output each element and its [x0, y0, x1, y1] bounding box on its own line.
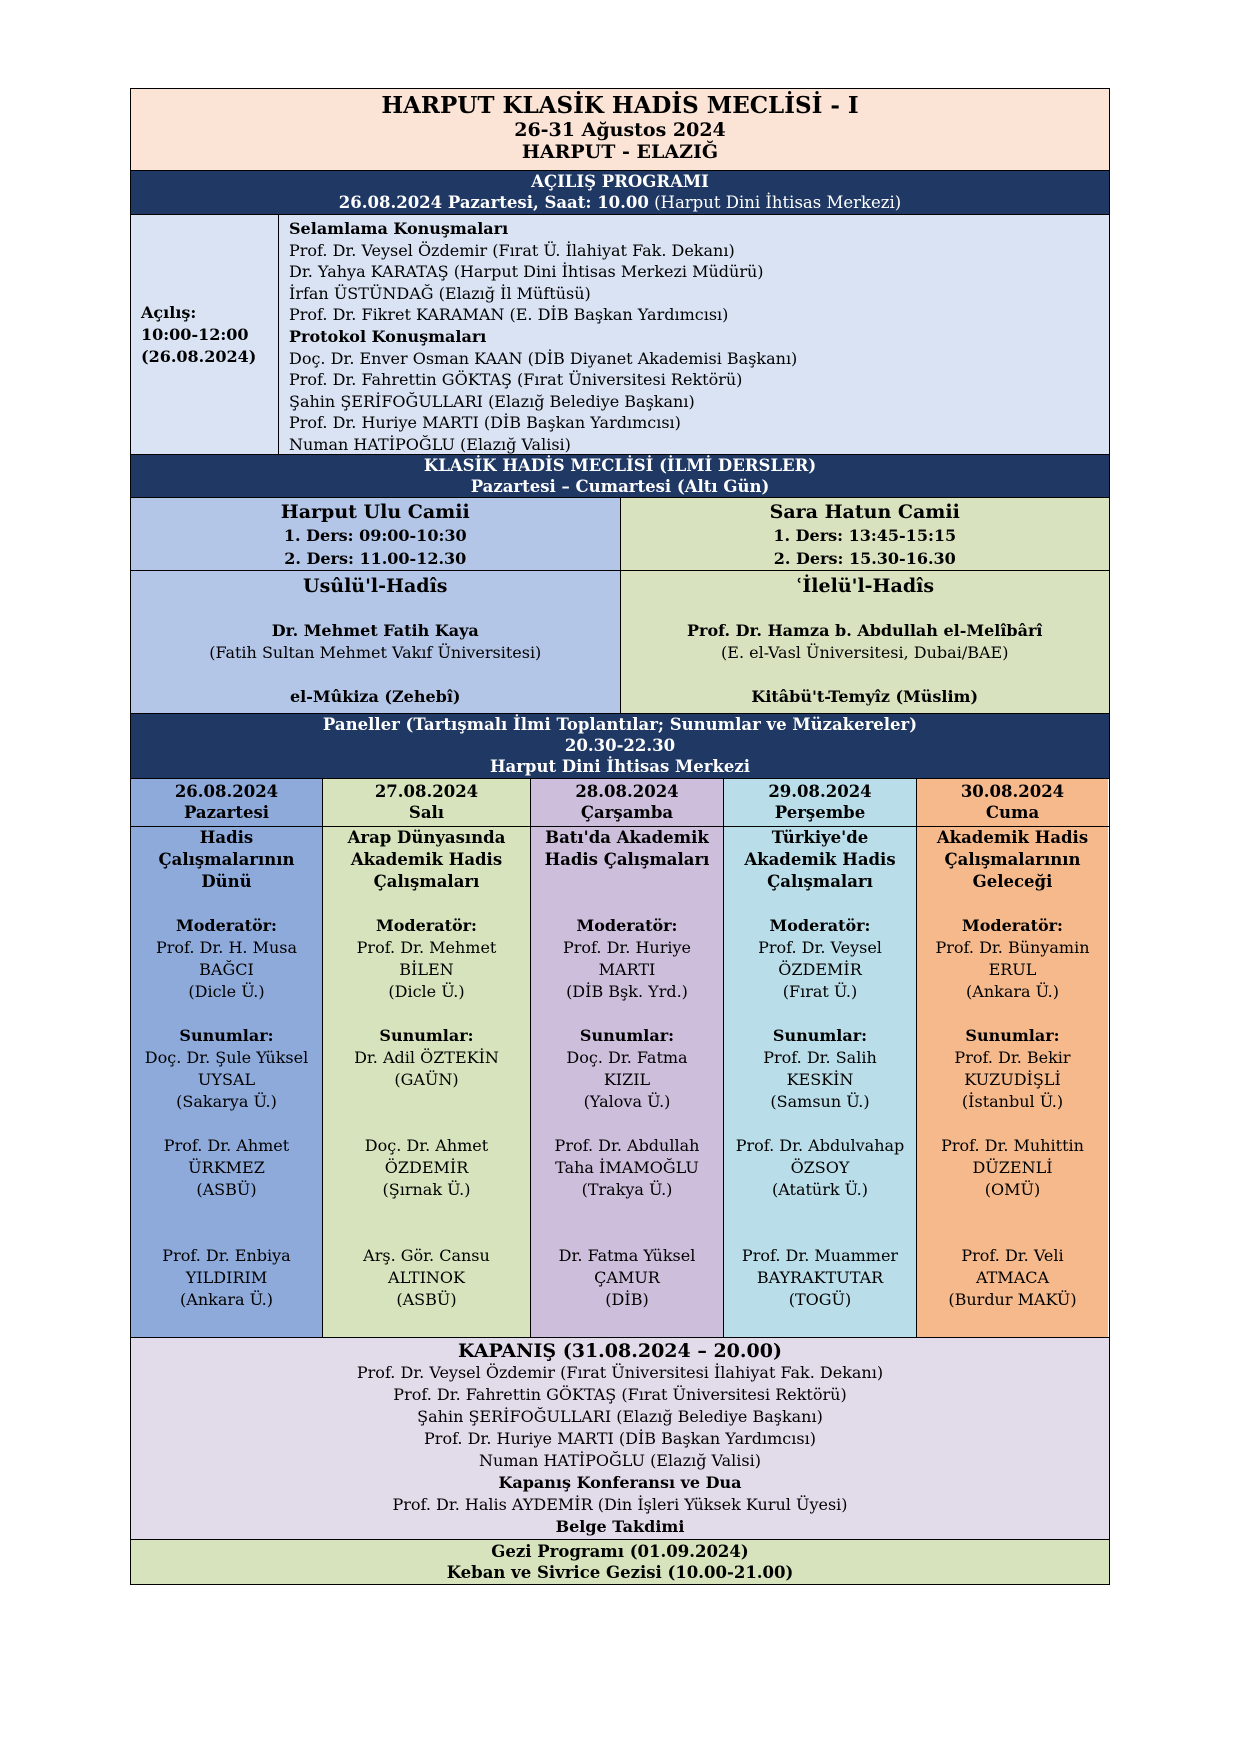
- presenter-affiliation: (Burdur MAKÜ): [948, 1290, 1077, 1309]
- course-affiliation: (Fatih Sultan Mehmet Vakıf Üniversitesi): [209, 643, 542, 662]
- closing-speaker: Prof. Dr. Veysel Özdemir (Fırat Üniversitesi İlahiyat Fak. Dekanı): [356, 1363, 884, 1382]
- closing-title: KAPANIŞ (31.08.2024 – 20.00): [458, 1340, 782, 1362]
- program-table: [130, 88, 1110, 1585]
- panel-date: 27.08.2024: [374, 782, 479, 801]
- panel-day: [724, 779, 917, 826]
- greeting-speaker: Dr. Yahya KARATAŞ (Harput Dini İhtisas Merkezi Müdürü): [289, 262, 764, 282]
- panel-topic: Çalışmalarının: [944, 850, 1081, 869]
- trip-section: [131, 1540, 1109, 1584]
- panel-topic: Batı'da Akademik: [545, 828, 709, 847]
- presenter-name: Prof. Dr. Enbiya: [162, 1246, 291, 1265]
- moderator-label: Moderatör:: [376, 916, 477, 935]
- moderator-name: ERUL: [988, 960, 1037, 979]
- presenter-name: ÖZSOY: [790, 1158, 850, 1177]
- presenter-affiliation: (Samsun Ü.): [770, 1092, 870, 1111]
- course-teacher: Prof. Dr. Hamza b. Abdullah el-Melîbârî: [687, 621, 1043, 640]
- panel-topic: Dünü: [201, 872, 252, 891]
- presenters-label: Sunumlar:: [579, 1026, 675, 1045]
- panel-weekday: Perşembe: [774, 803, 866, 822]
- presenter-affiliation: (Sakarya Ü.): [176, 1092, 277, 1111]
- moderator-affiliation: (DİB Bşk. Yrd.): [566, 982, 688, 1001]
- presenter-name: Dr. Adil ÖZTEKİN: [354, 1048, 499, 1067]
- moderator-name: Prof. Dr. Veysel: [758, 938, 882, 957]
- panel-date: 29.08.2024: [768, 782, 872, 801]
- course-right: [621, 571, 1110, 713]
- protocol-speaker: Prof. Dr. Huriye MARTI (DİB Başkan Yardımcısı): [289, 413, 681, 433]
- presenter-name: ÇAMUR: [594, 1268, 660, 1287]
- presenter-affiliation: (GAÜN): [394, 1070, 459, 1089]
- program-dates: 26-31 Ağustos 2024: [514, 119, 726, 141]
- lessons-title: KLASİK HADİS MECLİSİ (İLMİ DERSLER): [423, 456, 817, 475]
- opening-label-date: (26.08.2024): [141, 346, 257, 366]
- moderator-affiliation: (Dicle Ü.): [188, 982, 265, 1001]
- presenter-name: KUZUDİŞLİ: [964, 1070, 1061, 1089]
- program-title: HARPUT KLASİK HADİS MECLİSİ - I: [381, 92, 859, 119]
- moderator-label: Moderatör:: [576, 916, 678, 935]
- panel-contents-row: [131, 827, 1109, 1338]
- lessons-mosques-row: [131, 498, 1109, 571]
- panel-topic: Hadis: [199, 828, 254, 847]
- opening-speakers: [279, 218, 798, 454]
- presenter-affiliation: (Atatürk Ü.): [772, 1180, 868, 1199]
- presenter-name: UYSAL: [197, 1070, 256, 1089]
- lessons-heading: [131, 455, 1109, 498]
- closing-speaker: Prof. Dr. Huriye MARTI (DİB Başkan Yardımcısı): [424, 1429, 816, 1448]
- panel-day: [531, 779, 724, 826]
- moderator-name: BİLEN: [399, 960, 454, 979]
- presenter-name: Dr. Fatma Yüksel: [558, 1246, 696, 1265]
- panel-weekday: Pazartesi: [183, 803, 270, 822]
- conference-heading: Kapanış Konferansı ve Dua: [498, 1473, 742, 1492]
- panel-topic: Çalışmaları: [373, 872, 480, 891]
- course-book: el-Mûkiza (Zehebî): [289, 687, 461, 706]
- course-name: ʿİlelü'l-Hadîs: [795, 575, 935, 597]
- presenter-name: Doç. Dr. Ahmet: [364, 1136, 489, 1155]
- panel-topic: Akademik Hadis: [350, 850, 503, 869]
- presenter-name: ÖZDEMİR: [384, 1158, 469, 1177]
- panel-column: [131, 827, 323, 1337]
- presenter-name: Prof. Dr. Muammer: [741, 1246, 899, 1265]
- moderator-name: BAĞCI: [199, 960, 254, 979]
- closing-speaker: Şahin ŞERİFOĞULLARI (Elazığ Belediye Başkanı): [417, 1407, 823, 1426]
- presenter-name: Prof. Dr. Salih: [763, 1048, 877, 1067]
- course-teacher: Dr. Mehmet Fatih Kaya: [271, 621, 479, 640]
- presenter-name: Taha İMAMOĞLU: [555, 1158, 699, 1177]
- greeting-heading: Selamlama Konuşmaları: [289, 219, 509, 238]
- protocol-speaker: Şahin ŞERİFOĞULLARI (Elazığ Belediye Başkanı): [289, 391, 695, 411]
- moderator-affiliation: (Fırat Ü.): [782, 982, 858, 1001]
- panel-column: [531, 827, 724, 1337]
- presenter-affiliation: (Şırnak Ü.): [382, 1180, 471, 1199]
- lesson-time: 2. Ders: 11.00-12.30: [284, 549, 467, 568]
- protocol-speaker: Prof. Dr. Fahrettin GÖKTAŞ (Fırat Üniversitesi Rektörü): [289, 370, 743, 390]
- mosque-name: Sara Hatun Camii: [769, 501, 960, 523]
- panel-date: 28.08.2024: [575, 782, 679, 801]
- presenter-name: Prof. Dr. Abdullah: [554, 1136, 700, 1155]
- panels-title: Paneller (Tartışmalı İlmi Toplantılar; Sunumlar ve Müzakereler): [322, 715, 918, 734]
- presenter-affiliation: (Yalova Ü.): [583, 1092, 671, 1111]
- closing-speaker: Numan HATİPOĞLU (Elazığ Valisi): [479, 1451, 761, 1470]
- panel-topic: Türkiye'de: [771, 828, 869, 847]
- trip-title: Gezi Programı (01.09.2024): [491, 1542, 749, 1561]
- presenters-label: Sunumlar:: [379, 1026, 474, 1045]
- course-name: Usûlü'l-Hadîs: [303, 575, 448, 597]
- presenter-name: KIZIL: [603, 1070, 651, 1089]
- presenter-name: YILDIRIM: [185, 1268, 268, 1287]
- presenter-name: KESKİN: [786, 1070, 854, 1089]
- presenter-affiliation: (Ankara Ü.): [180, 1290, 273, 1309]
- presenter-affiliation: (Trakya Ü.): [581, 1180, 673, 1199]
- opening-label-time: 10:00-12:00: [141, 324, 249, 344]
- presenter-name: ALTINOK: [388, 1268, 465, 1287]
- panel-topic: Çalışmalarının: [158, 850, 295, 869]
- presenter-name: Doç. Dr. Fatma: [566, 1048, 688, 1067]
- panel-day: [917, 779, 1108, 826]
- moderator-affiliation: (Ankara Ü.): [966, 982, 1059, 1001]
- panel-column: [724, 827, 917, 1337]
- course-affiliation: (E. el-Vasl Üniversitesi, Dubai/BAE): [721, 643, 1009, 662]
- panel-topic: Hadis Çalışmaları: [544, 850, 710, 869]
- presenter-affiliation: (ASBÜ): [396, 1290, 457, 1309]
- presenter-name: Arş. Gör. Cansu: [363, 1246, 490, 1265]
- moderator-name: Prof. Dr. Bünyamin: [935, 938, 1090, 957]
- lesson-time: 1. Ders: 13:45-15:15: [773, 526, 957, 545]
- protocol-speaker: Numan HATİPOĞLU (Elazığ Valisi): [289, 434, 571, 454]
- opening-date-time: 26.08.2024 Pazartesi, Saat: 10.00: [338, 193, 649, 212]
- presenter-affiliation: (ASBÜ): [196, 1180, 257, 1199]
- trip-detail: Keban ve Sivrice Gezisi (10.00-21.00): [446, 1563, 794, 1582]
- presenters-label: Sunumlar:: [772, 1026, 868, 1045]
- panel-topic: Çalışmaları: [767, 872, 873, 891]
- panels-time: 20.30-22.30: [564, 736, 676, 755]
- presenters-label: Sunumlar:: [179, 1026, 274, 1045]
- opening-label-title: Açılış:: [141, 302, 197, 322]
- moderator-label: Moderatör:: [769, 916, 871, 935]
- panel-topic: Akademik Hadis: [936, 828, 1089, 847]
- panel-weekday: Cuma: [985, 803, 1040, 822]
- closing-section: [131, 1338, 1109, 1540]
- presenter-name: BAYRAKTUTAR: [756, 1268, 884, 1287]
- moderator-name: Prof. Dr. Mehmet: [356, 938, 497, 957]
- lesson-mosque-right: [621, 498, 1110, 570]
- lesson-time: 1. Ders: 09:00-10:30: [283, 526, 467, 545]
- presenter-name: ÜRKMEZ: [188, 1158, 265, 1177]
- panel-weekday: Çarşamba: [580, 803, 674, 822]
- panel-weekday: Salı: [408, 803, 445, 822]
- protocol-heading: Protokol Konuşmaları: [289, 326, 487, 346]
- presenter-name: DÜZENLİ: [972, 1158, 1053, 1177]
- moderator-label: Moderatör:: [962, 916, 1063, 935]
- presenter-name: Prof. Dr. Bekir: [954, 1048, 1071, 1067]
- greeting-speaker: İrfan ÜSTÜNDAĞ (Elazığ İl Müftüsü): [289, 283, 591, 303]
- presenter-affiliation: (OMÜ): [984, 1180, 1041, 1199]
- presenter-name: Prof. Dr. Muhittin: [941, 1136, 1084, 1155]
- lesson-time: 2. Ders: 15.30-16.30: [773, 549, 956, 568]
- moderator-label: Moderatör:: [176, 916, 277, 935]
- presenter-affiliation: (İstanbul Ü.): [961, 1092, 1064, 1111]
- panel-column: [917, 827, 1108, 1337]
- moderator-name: Prof. Dr. Huriye: [563, 938, 691, 957]
- program-header: [131, 89, 1109, 171]
- presenter-name: ATMACA: [975, 1268, 1050, 1287]
- panel-topic: Geleceği: [972, 872, 1053, 891]
- certificates-heading: Belge Takdimi: [555, 1517, 685, 1536]
- moderator-name: Prof. Dr. H. Musa: [155, 938, 298, 957]
- panel-day: [131, 779, 323, 826]
- panel-days-row: [131, 779, 1109, 827]
- panel-column: [323, 827, 531, 1337]
- protocol-speaker: Doç. Dr. Enver Osman KAAN (DİB Diyanet Akademisi Başkanı): [289, 348, 798, 368]
- panel-date: 26.08.2024: [174, 782, 279, 801]
- presenter-affiliation: (DİB): [605, 1290, 649, 1309]
- moderator-affiliation: (Dicle Ü.): [388, 982, 465, 1001]
- conference-speaker: Prof. Dr. Halis AYDEMİR (Din İşleri Yüksek Kurul Üyesi): [392, 1495, 848, 1514]
- opening-title: AÇILIŞ PROGRAMI: [531, 172, 709, 191]
- presenters-label: Sunumlar:: [965, 1026, 1060, 1045]
- course-book: Kitâbü't-Temyîz (Müslim): [751, 687, 979, 706]
- panel-day: [323, 779, 531, 826]
- opening-heading: [131, 171, 1109, 215]
- closing-speaker: Prof. Dr. Fahrettin GÖKTAŞ (Fırat Üniversitesi Rektörü): [393, 1385, 847, 1404]
- lessons-courses-row: [131, 571, 1109, 714]
- presenter-name: Doç. Dr. Şule Yüksel: [144, 1048, 309, 1067]
- course-left: [131, 571, 621, 713]
- lesson-mosque-left: [131, 498, 621, 570]
- program-place: HARPUT - ELAZIĞ: [521, 141, 719, 163]
- greeting-speaker: Prof. Dr. Veysel Özdemir (Fırat Ü. İlahiyat Fak. Dekanı): [289, 240, 735, 260]
- presenter-name: Prof. Dr. Ahmet: [163, 1136, 290, 1155]
- presenter-name: Prof. Dr. Veli: [961, 1246, 1064, 1265]
- panel-date: 30.08.2024: [960, 782, 1065, 801]
- panel-topic: Arap Dünyasında: [347, 828, 506, 847]
- panel-topic: Akademik Hadis: [744, 850, 896, 869]
- opening-section: [131, 215, 1109, 455]
- panels-heading: [131, 714, 1109, 779]
- presenter-name: Prof. Dr. Abdulvahap: [735, 1136, 905, 1155]
- presenter-affiliation: (TOGÜ): [788, 1290, 852, 1309]
- mosque-name: Harput Ulu Camii: [280, 501, 470, 523]
- opening-venue: (Harput Dini İhtisas Merkezi): [654, 193, 902, 212]
- opening-label: [131, 215, 279, 454]
- moderator-name: MARTI: [598, 960, 656, 979]
- panels-venue: Harput Dini İhtisas Merkezi: [489, 757, 751, 776]
- moderator-name: ÖZDEMİR: [778, 960, 862, 979]
- greeting-speaker: Prof. Dr. Fikret KARAMAN (E. DİB Başkan Yardımcısı): [289, 305, 729, 325]
- lessons-subtitle: Pazartesi – Cumartesi (Altı Gün): [470, 477, 770, 496]
